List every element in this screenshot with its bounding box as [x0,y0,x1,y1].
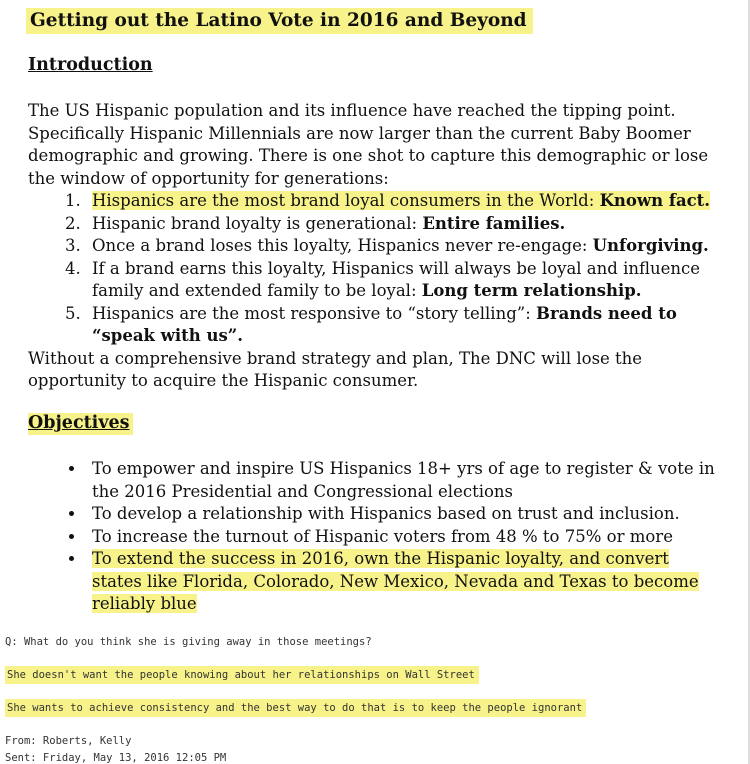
list-item: • To increase the turnout of Hispanic voters from 48 % to 75% or more [86,526,718,549]
introduction-closing: Without a comprehensive brand strategy and plan, The DNC will lose the opportunity to acquire the Hispanic consumer. [28,348,643,390]
list-item: • To extend the success in 2016, own the Hispanic loyalty, and convert states like Florida, Colorado, New Mexico, Nevada and Texas to become reliably blue [86,548,718,616]
list-item: 5. Hispanics are the most responsive to “story telling”: Brands need to “speak with us”. [86,303,718,348]
objectives-list [28,458,718,616]
introduction-paragraph: The US Hispanic population and its influence have reached the tipping point. Specifically Hispanic Millennials are now larger than the current Baby Boomer demographic and growing. There is one shot to capture this demographic or lose the window of opportunity for generations: [28,101,709,188]
document-title: Getting out the Latino Vote in 2016 and Beyond [26,8,533,34]
list-item: 3. Once a brand loses this loyalty, Hispanics never re-engage: Unforgiving. [86,235,718,258]
objectives-heading: Objectives [28,413,133,435]
list-item: • To develop a relationship with Hispanics based on trust and inclusion. [86,503,718,526]
list-item: • To empower and inspire US Hispanics 18+ yrs of age to register & vote in the 2016 Presidential and Congressional elections [86,458,718,503]
email-sent: Sent: Friday, May 13, 2016 12:05 PM [5,752,227,764]
email-question: Q: What do you think she is giving away in those meetings? [5,636,372,648]
introduction-heading: Introduction [28,55,153,75]
email-from: From: Roberts, Kelly [5,735,132,747]
email-answer-1: She doesn't want the people knowing about her relationships on Wall Street [5,666,479,684]
list-item: 2. Hispanic brand loyalty is generational: Entire families. [86,213,718,236]
list-item: 1. Hispanics are the most brand loyal consumers in the World: Known fact. [86,190,718,213]
email-answer-2: She wants to achieve consistency and the best way to do that is to keep the people ignorant [5,699,586,717]
objectives-section [28,458,718,616]
introduction-points [28,190,718,348]
list-item: 4. If a brand earns this loyalty, Hispanics will always be loyal and influence family and extended family to be loyal: Long term relationship. [86,258,718,303]
introduction-section [28,100,718,393]
